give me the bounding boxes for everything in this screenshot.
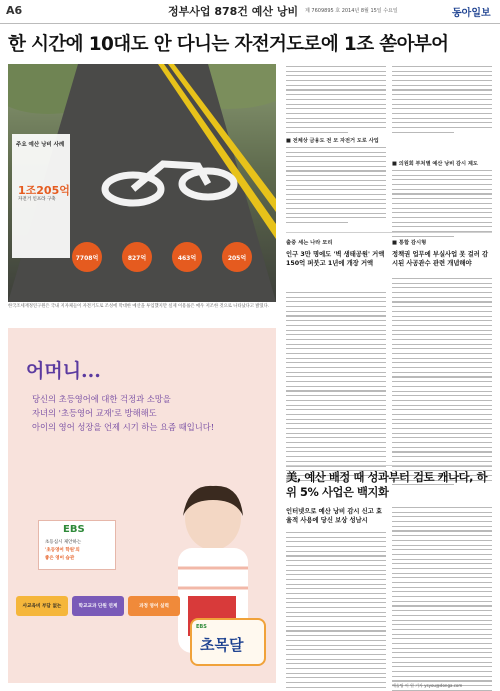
lower-right-body [392, 507, 492, 691]
mid-right-body [392, 278, 492, 489]
brand-prefix: EBS [196, 624, 207, 630]
ebs-advertisement[interactable] [8, 328, 276, 683]
mid-right-title: 정책권 업무에 부실사업 못 걸러 감시된 사공관수 관련 개념해야 [392, 251, 489, 267]
brand-name: 초목달 [200, 636, 244, 654]
ad-title: 어머니... [26, 360, 101, 382]
infographic-bars [70, 236, 276, 302]
brand-logo-box [190, 618, 266, 666]
body-column-2 [392, 66, 492, 136]
ebs-sub-2: '초등영어 학원'의 [45, 548, 80, 553]
subheading-2: ■ 의원회 부처별 예산 낭비 감시 제도 [392, 161, 478, 167]
body-column-3 [286, 147, 386, 227]
ad-button-2[interactable]: 학교교과 단원 연계 [72, 596, 124, 616]
ad-line-2: 자녀의 '초등영어 교재'로 방해해도 [32, 408, 157, 418]
main-headline: 한 시간에 10대도 안 다니는 자전거도로에 1조 쏟아부어 [8, 34, 449, 55]
bar-amount-4: 205억 [222, 242, 252, 272]
mid-right-head: ■ 통합 감시형 [392, 240, 427, 246]
infographic-title: 주요 예산 낭비 사례 [16, 142, 65, 148]
section-divider [286, 232, 492, 233]
bicycle-road-photo [8, 64, 276, 302]
ad-line-1: 당신의 초등영어에 대한 걱정과 소망을 [32, 394, 171, 404]
infographic-total: 1조205억 [18, 184, 70, 197]
lower-left-title: 인터넷으로 예산 낭비 감시 신고 효율적 사용에 당신 보상 성남시 [286, 508, 383, 524]
photo-caption: 한국조세재정연구원은 국내 지자체들이 자전거도로 조성에 막대한 예산을 투입했지만 실제 이용률은 매우 저조한 것으로 나타났다고 밝혔다. [8, 304, 270, 309]
ad-line-3: 아이의 영어 성장을 언제 시기 하는 요즘 때입니다! [32, 422, 215, 432]
ad-button-1[interactable]: 사교육비 부담 없는 [16, 596, 68, 616]
mid-left-title: 인구 3만 명에도 '벽 생태공원' 거액 150억 퍼붓고 1년에 개장 거액 [286, 251, 385, 267]
bar-amount-3: 463억 [172, 242, 202, 272]
ebs-logo: EBS [63, 524, 85, 535]
ebs-info-box [38, 520, 116, 570]
issue-line: 제 7609895 호 2014년 8월 15일 수요일 [305, 8, 398, 14]
mid-left-body [286, 292, 386, 484]
body-column-1 [286, 66, 386, 136]
ad-button-row [16, 596, 182, 618]
page-header [0, 0, 500, 24]
section-title: 정부사업 878건 예산 낭비 [168, 5, 299, 18]
ebs-sub: 초등십시 제안하는 [45, 540, 82, 545]
ebs-sub-3: 좋은 영어 습관 [45, 556, 75, 561]
page-number: A6 [6, 4, 23, 17]
byline: 예술팀 이 원 기자 ysyou@donga.com [392, 683, 463, 688]
lower-headline: 美, 예산 배정 때 성과부터 검토 캐나다, 하위 5% 사업은 백지화 [286, 471, 488, 499]
lower-left-body [286, 532, 386, 691]
bar-amount-1: 7708억 [72, 242, 102, 272]
ad-body [32, 392, 214, 434]
body-column-4 [392, 170, 492, 240]
paper-logo: 동아일보 [452, 8, 491, 19]
mid-left-head: 출중 세는 나라 모리 [286, 240, 333, 246]
bar-amount-2: 827억 [122, 242, 152, 272]
ad-button-3[interactable]: 과정 영어 실력 [128, 596, 180, 616]
infographic-total-label: 자전거 인프라 구축 [18, 197, 56, 202]
lower-divider [286, 465, 492, 466]
subheading-1: ■ 전체상 금융도 전 모 자전거 도로 사업 [286, 138, 379, 144]
